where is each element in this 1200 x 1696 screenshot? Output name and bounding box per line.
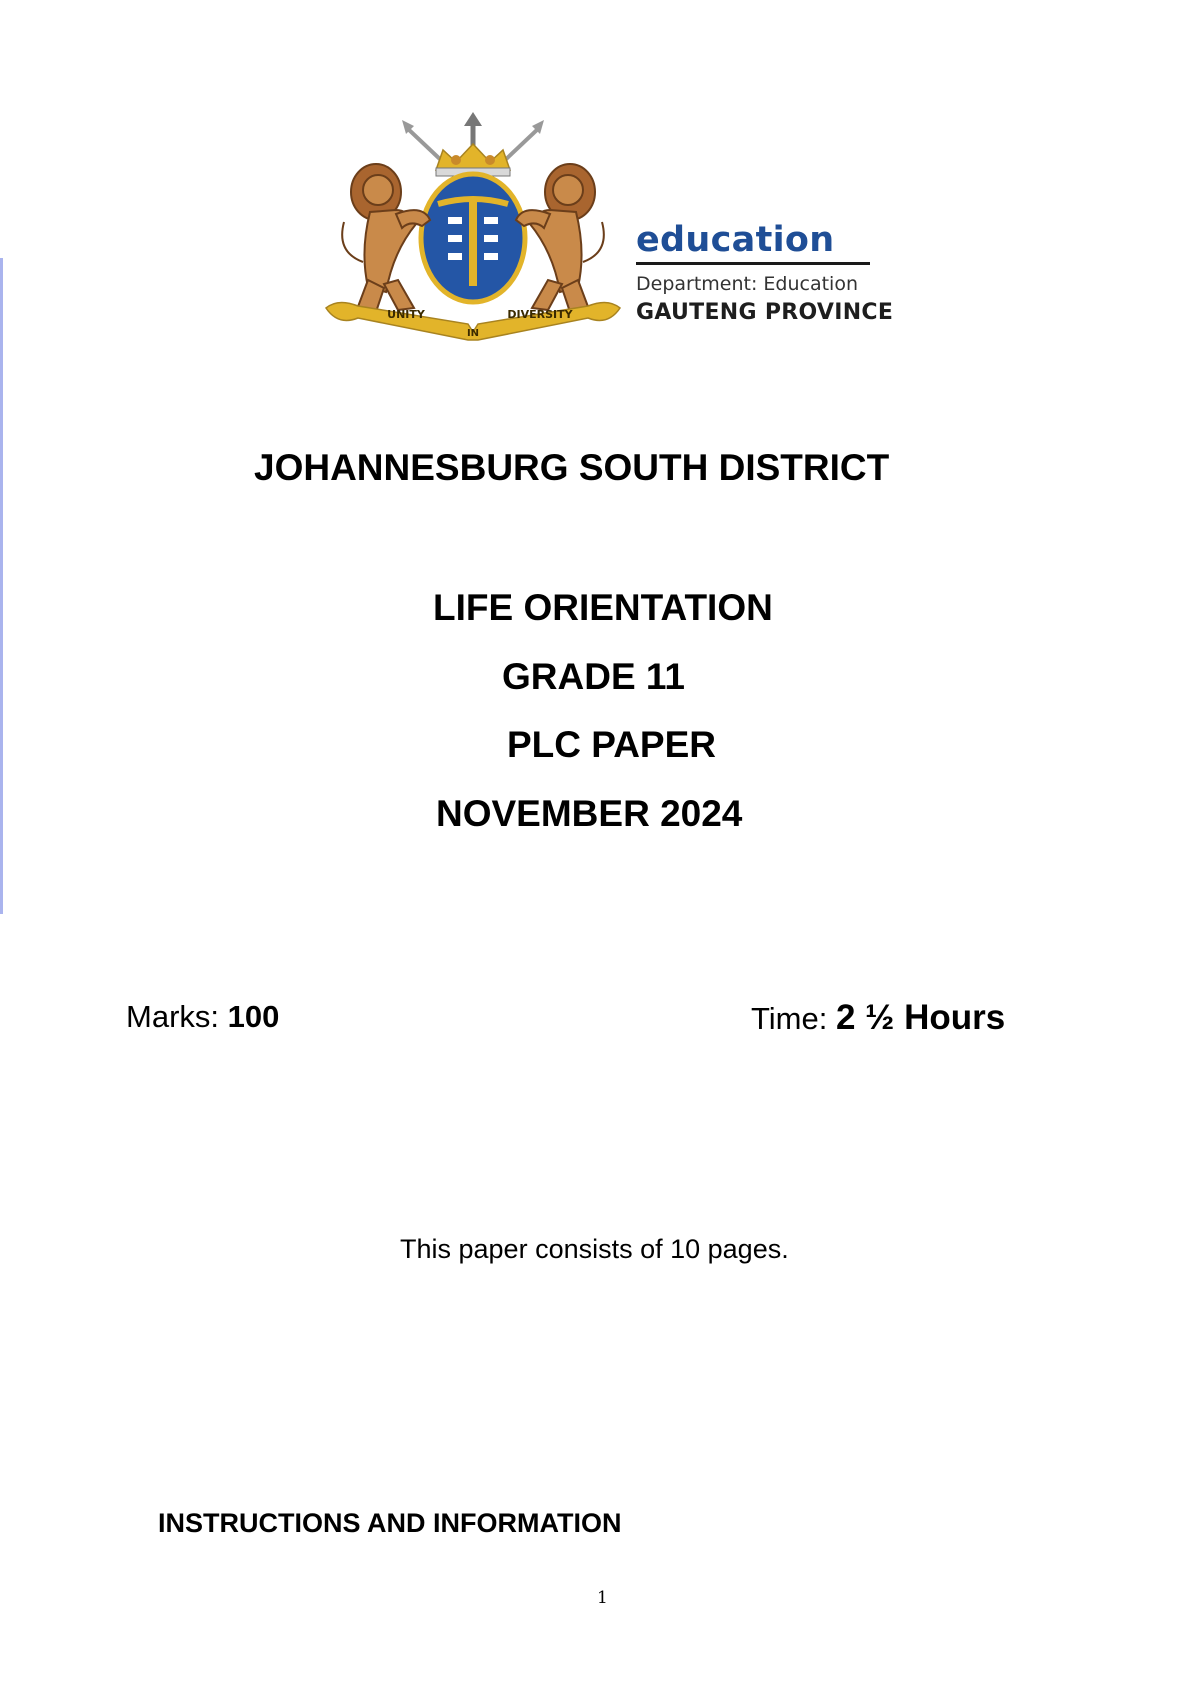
motto-word-2: IN [466,328,480,339]
coat-of-arms-icon [318,112,628,348]
gauteng-education-logo [318,112,896,348]
brand-wordmark: education [636,220,835,260]
instructions-heading: INSTRUCTIONS AND INFORMATION [158,1508,622,1538]
exam-date: NOVEMBER 2024 [436,793,743,834]
time-label: Time: [751,1001,828,1036]
marks-label: Marks: [126,999,219,1034]
brand-rule [636,262,870,265]
motto-word-3: DIVERSITY [507,308,573,321]
paper-title: PLC PAPER [507,724,717,765]
department-name: Department: Education [636,273,859,295]
province-name: GAUTENG PROVINCE [636,300,894,325]
district-title: JOHANNESBURG SOUTH DISTRICT [254,447,890,488]
marks-info [126,999,279,1035]
marks-value: 100 [227,999,280,1034]
margin-line [0,258,3,914]
page-number: 1 [597,1588,608,1608]
motto-word-1: UNITY [387,308,425,321]
grade-title: GRADE 11 [502,656,686,697]
page-count-note: This paper consists of 10 pages. [400,1234,789,1264]
subject-title: LIFE ORIENTATION [433,587,773,628]
time-value: 2 ½ Hours [835,998,1006,1037]
time-info [751,998,1005,1038]
brand-block [636,220,896,326]
